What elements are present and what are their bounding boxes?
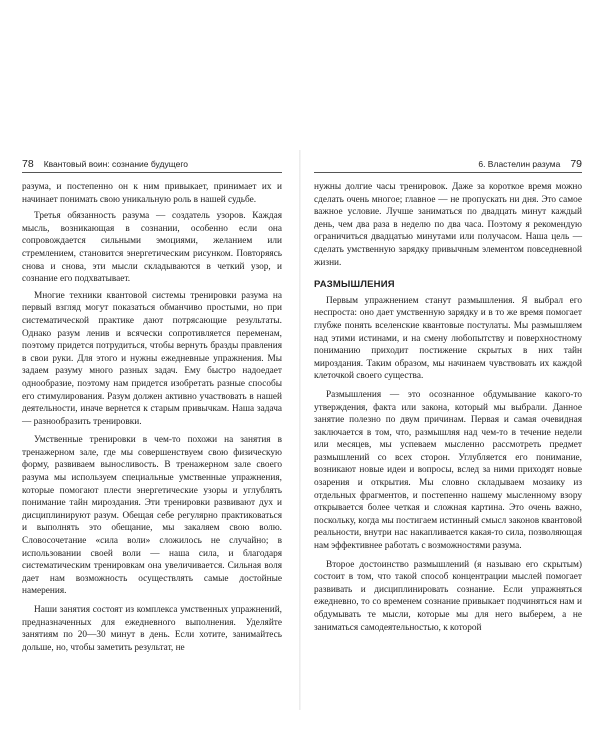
right-running-title: 6. Властелин разума bbox=[478, 159, 561, 169]
paragraph: нужны долгие часы тренировок. Даже за короткое время можно сделать очень многое; главное — не пропускать ни дня. Это самое важное условие. Лучше заниматься по двадцать минут каждый день, чем два раза в неделю по два часа. Поэтому я рекомендую ограничиться двадцатью минутами или получасом. Наша цель — сделать умственную зарядку привычным элементом повседневной жизни. bbox=[314, 182, 582, 268]
paragraph: Третья обязанность разума — создатель узоров. Каждая мысль, возникающая в сознании, особенно если она сопровождается сильными эмоциями, желанием или стремлением, становится энергетическим рисунком. Повторяясь снова и снова, эти мысли складываются в четкий узор, и сознание его подхватывает. bbox=[22, 211, 282, 285]
paragraph: разума, и постепенно он к ним привыкает, принимает их и начинает понимать свою уникальную роль в нашей судьбе. bbox=[22, 182, 282, 205]
book-gutter bbox=[299, 150, 301, 710]
right-page bbox=[314, 158, 582, 638]
left-page-number: 78 bbox=[22, 158, 34, 170]
right-page-header bbox=[314, 158, 582, 173]
right-page-body bbox=[314, 181, 582, 634]
right-page-number: 79 bbox=[570, 158, 582, 170]
left-running-title: Квантовый воин: сознание будущего bbox=[43, 159, 189, 169]
paragraph: Наши занятия состоят из комплекса умственных упражнений, предназначенных для ежедневного выполнения. Уделяйте занятиям по 20—30 минут в день. Если хотите, занимайтесь дольше, но, чтобы заметить результат, не bbox=[22, 605, 282, 653]
paragraph: Размышления — это осознанное обдумывание какого-то утверждения, факта или закона, который мы выбрали. Данное занятие полезно по двум причинам. Первая и самая очевидная заключается в том, что, размышляя над чем-то в течение недели или месяцев, мы успеваем мысленно рассмотреть предмет размышлений со всех сторон. Углубляется его понимание, возникают новые идеи и вопросы, вслед за ними приходят новые озарения и открытия. Мы словно складываем мозаику из отдельных фрагментов, и постепенно нашему мысленному взору открывается более четкая и сложная картина. Это очень важно, поскольку, когда мы постигаем истинный смысл законов квантовой реальности, внутри нас накапливается какая-то сила, позволяющая нам эффективнее работать с возможностями разума. bbox=[314, 389, 582, 552]
paragraph: Первым упражнением станут размышления. Я выбрал его неспроста: оно дает умственную зарядку и в то же время помогает глубже понять вселенские квантовые постулаты. Мы размышляем над этими истинами, и на смену любопытству и поверхностному пониманию приходит постижение скрытых в них тайн мироздания. Таким образом, мы начинаем чувствовать их каждой клеточкой своего существа. bbox=[314, 295, 582, 382]
paragraph: Второе достоинство размышлений (я называю его скрытым) состоит в том, что такой способ концентрации мыслей помогает развивать и дисциплинировать сознание. Если упражняться ежедневно, то со временем сознание привыкает подчиняться нам и обдумывать те мысли, которые мы для него выберем, а не заниматься самодеятельностью, к которой bbox=[314, 559, 582, 633]
paragraph: Многие техники квантовой системы тренировки разума на первый взгляд могут показаться обманчиво простыми, но при систематической практике дают потрясающие результаты. Однако разум ленив и всячески сопротивляется переменам, поэтому придется потрудиться, чтобы вернуть бразды правления в свои руки. Для этого и нужны ежедневные упражнения. Мы задаем разуму много разных задач. Ему быстро надоедает однообразие, поэтому нам придется изобретать разные способы его стимулирования. Разум должен активно участвовать в нашей деятельности, иначе вернется к старым привычкам. Наша задача — разнообразить тренировки. bbox=[22, 290, 282, 427]
left-page-body bbox=[22, 181, 282, 654]
left-page-header bbox=[22, 158, 282, 173]
section-heading: РАЗМЫШЛЕНИЯ bbox=[314, 279, 395, 291]
left-page bbox=[22, 158, 282, 658]
paragraph: Умственные тренировки в чем-то похожи на занятия в тренажерном зале, где мы совершенствуем свою физическую форму, развиваем выносливость. В тренажерном зале своего разума мы используем специальные умственные упражнения, которые помогают плести энергетические узоры и углублять понимание тайн мироздания. Эти тренировки развивают дух и дисциплинируют разум. Обещая себе регулярно практиковаться и выполнять это обещание, мы закаляем свою волю. Словосочетание «сила воли» сложилось не случайно; в использовании своей воли — наша сила, и благодаря систематическим тренировкам она увеличивается. Сильная воля дает нам возможность осуществлять самые достойные намерения. bbox=[22, 435, 282, 597]
